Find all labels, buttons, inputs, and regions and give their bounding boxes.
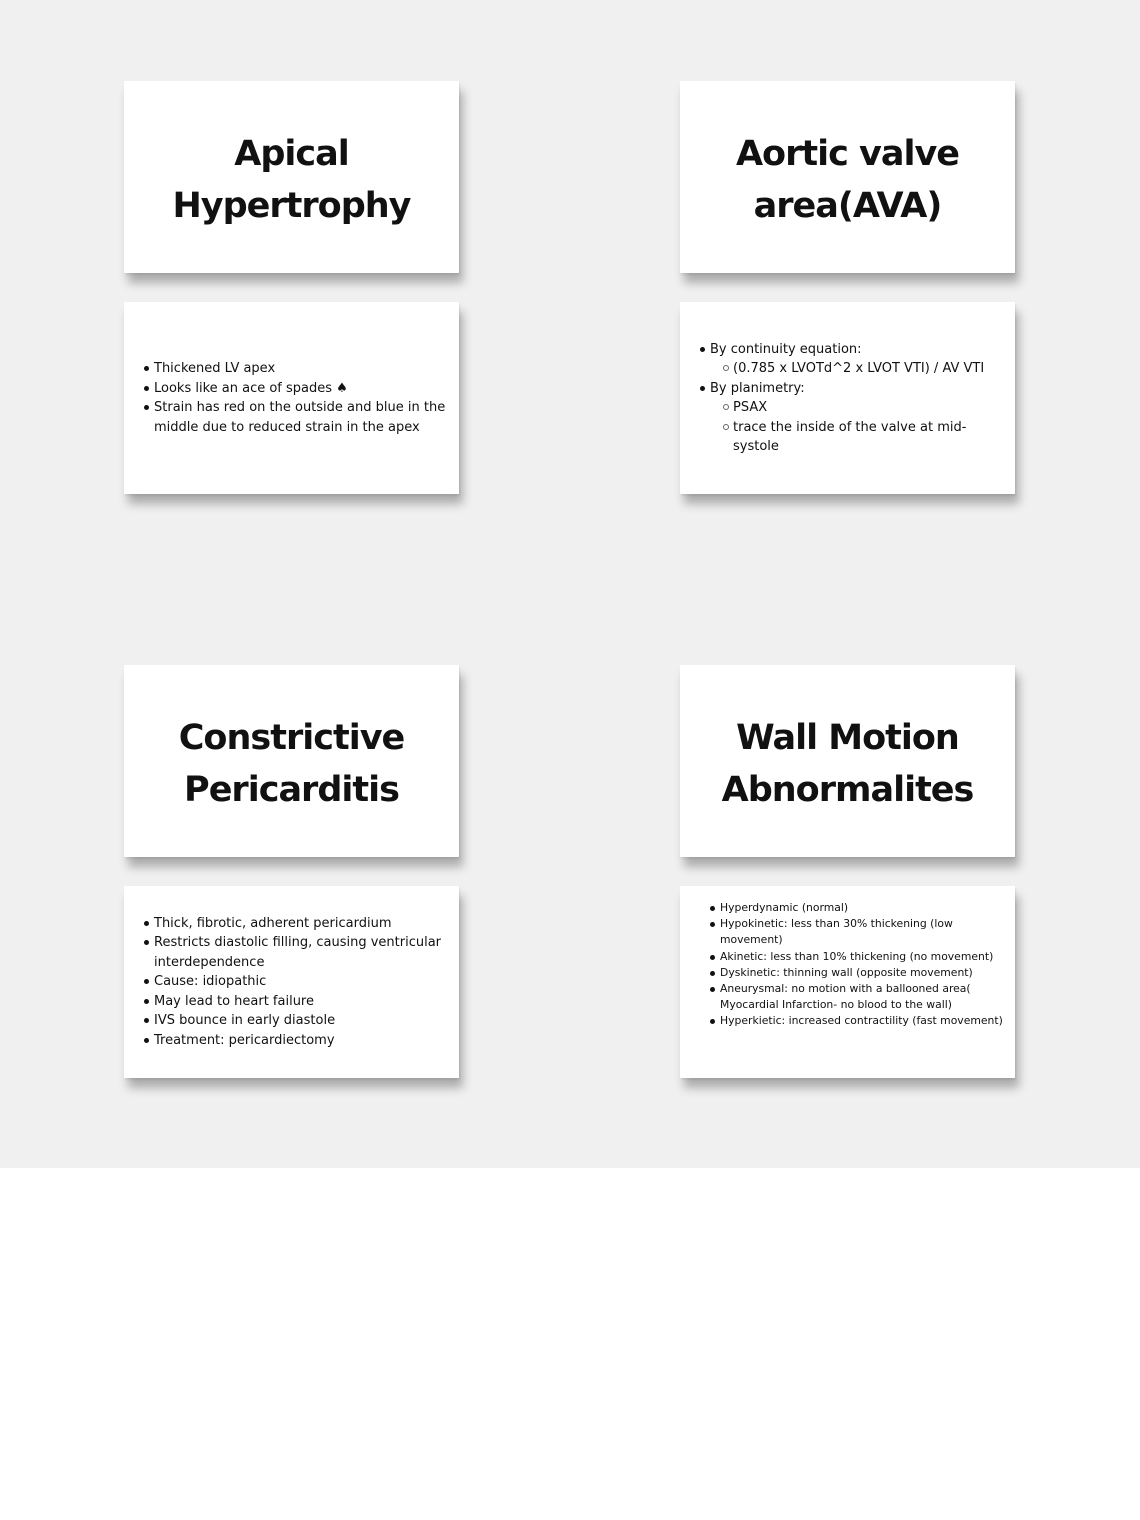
bullet-text: By continuity equation: xyxy=(710,341,862,357)
bullet-item: Hyperkietic: increased contractility (fast movement) xyxy=(710,1013,1007,1029)
card-title-line: Hypertrophy xyxy=(172,186,411,226)
bullet-item: Dyskinetic: thinning wall (opposite movement) xyxy=(710,965,1007,981)
flashcard-front-apical-hypertrophy xyxy=(124,81,459,273)
bullet-item: Hypokinetic: less than 30% thickening (low movement) xyxy=(710,916,1007,948)
card-title-line: Abnormalites xyxy=(721,770,974,810)
bullet-item: Cause: idiopathic xyxy=(144,972,451,992)
bullet-list xyxy=(710,900,1007,1030)
flashcard-front-wall-motion-abnormalities xyxy=(680,665,1015,857)
bullet-item: Treatment: pericardiectomy xyxy=(144,1031,451,1051)
bullet-item xyxy=(700,340,1007,379)
bullet-list xyxy=(700,340,1007,457)
bullet-item: Akinetic: less than 10% thickening (no movement) xyxy=(710,949,1007,965)
bullet-item: Looks like an ace of spades ♠ xyxy=(144,379,451,399)
bullet-item: IVS bounce in early diastole xyxy=(144,1011,451,1031)
flashcard-back-apical-hypertrophy xyxy=(124,302,459,494)
flashcard-front-aortic-valve-area xyxy=(680,81,1015,273)
bullet-item: Restricts diastolic filling, causing ventricular interdependence xyxy=(144,933,451,972)
bullet-item xyxy=(700,379,1007,457)
bullet-item: Thickened LV apex xyxy=(144,359,451,379)
sub-bullet-list xyxy=(710,398,1007,457)
flashcard-back-wall-motion-abnormalities xyxy=(680,886,1015,1078)
bullet-item: Aneurysmal: no motion with a ballooned area( Myocardial Infarction- no blood to the wall) xyxy=(710,981,1007,1013)
card-title-line: Wall Motion xyxy=(736,718,959,758)
sub-bullet-list xyxy=(710,359,1007,379)
card-title-line: area(AVA) xyxy=(753,186,942,226)
flashcard-back-constrictive-pericarditis xyxy=(124,886,459,1078)
card-title-line: Pericarditis xyxy=(184,770,399,810)
bullet-text: By planimetry: xyxy=(710,380,805,396)
flashcard-sheet-top xyxy=(0,0,1140,584)
flashcard-back-aortic-valve-area xyxy=(680,302,1015,494)
sub-bullet-item: PSAX xyxy=(723,398,1007,418)
bullet-item: Strain has red on the outside and blue in the middle due to reduced strain in the apex xyxy=(144,398,451,437)
bullet-list xyxy=(144,359,451,437)
card-title-line: Apical xyxy=(234,134,349,174)
flashcard-front-constrictive-pericarditis xyxy=(124,665,459,857)
card-title-line: Aortic valve xyxy=(735,134,960,174)
card-title xyxy=(173,122,411,232)
sub-bullet-item: trace the inside of the valve at mid-systole xyxy=(723,418,1007,457)
card-title-line: Constrictive xyxy=(178,718,405,758)
bullet-item: Hyperdynamic (normal) xyxy=(710,900,1007,916)
flashcard-sheet-bottom xyxy=(0,584,1140,1168)
card-title xyxy=(179,706,405,816)
bullet-item: Thick, fibrotic, adherent pericardium xyxy=(144,914,451,934)
sub-bullet-item: (0.785 x LVOTd^2 x LVOT VTI) / AV VTI xyxy=(723,359,1007,379)
card-title xyxy=(722,706,974,816)
bullet-item: May lead to heart failure xyxy=(144,992,451,1012)
bullet-list xyxy=(144,914,451,1051)
card-title xyxy=(736,122,959,232)
